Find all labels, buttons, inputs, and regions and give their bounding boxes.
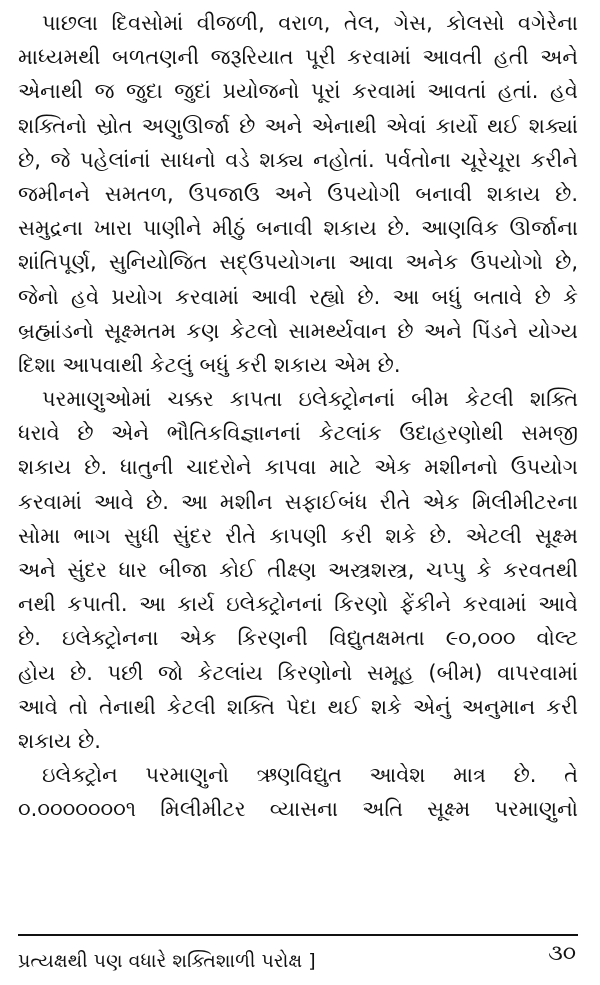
text-line: છે. ઇલેક્ટ્રોનના એક કિરણની વિદ્યુતક્ષમતા ૯૦,૦૦૦ વોલ્ટ [18, 626, 578, 651]
paragraph-1 [18, 6, 578, 382]
text-line: ઇલેક્ટ્રોન પરમાણુનો ઋણવિદ્યુત આવેશ માત્ર છે. તે [42, 763, 578, 788]
text-line: હોય છે. પછી જો કેટલાંય કિરણોનો સમૂહ (બીમ) વાપરવામાં [18, 660, 578, 685]
text-line: ૦.૦૦૦૦૦૦૦૧ મિલીમીટર વ્યાસના અતિ સૂક્ષ્મ પરમાણુનો [18, 797, 578, 822]
paragraph-3 [18, 758, 578, 826]
text-line: એનાથી જ જુદા જુદાં પ્રયોજનો પૂરાં કરવામાં આવતાં હતાં. હવે [18, 79, 578, 104]
footer-divider [18, 934, 578, 936]
text-line: સોમા ભાગ સુધી સુંદર રીતે કાપણી કરી શકે છે. એટલી સૂક્ષ્મ [18, 523, 578, 548]
page-number: ૩૦ [548, 941, 576, 966]
text-line: પરમાણુઓમાં ચક્કર કાપતા ઇલેક્ટ્રોનનાં બીમ કેટલી શક્તિ [42, 387, 578, 412]
text-line: શક્તિનો સ્રોત અણુઊર્જા છે અને એનાથી એવાં કાર્યો થઈ શક્યાં [18, 113, 578, 138]
text-line: દિશા આપવાથી કેટલું બધું કરી શકાય એમ છે. [18, 352, 401, 377]
paragraph-2 [18, 382, 578, 758]
text-line: બ્રહ્માંડનો સૂક્ષ્મતમ કણ કેટલો સામર્થ્યવાન છે અને પિંડને યોગ્ય [18, 318, 578, 343]
text-line: આવે તો તેનાથી કેટલી શક્તિ પેદા થઈ શકે એનું અનુમાન કરી [18, 694, 578, 719]
page-body-text [18, 6, 578, 827]
text-line: અને સુંદર ધાર બીજા કોઈ તીક્ષ્ણ અસ્ત્રશસ્ત્ર, ચપ્પુ કે કરવતથી [18, 558, 578, 582]
text-line: જમીનને સમતળ, ઉપજાઉ અને ઉપયોગી બનાવી શકાય છે. [18, 181, 578, 206]
text-line: પાછલા દિવસોમાં વીજળી, વરાળ, તેલ, ગેસ, કોલસો વગેરેના [42, 11, 578, 35]
text-line: શાંતિપૂર્ણ, સુનિયોજિત સદ્ઉપયોગના આવા અનેક ઉપયોગો છે, [18, 250, 578, 275]
text-line: શકાય છે. ધાતુની ચાદરોને કાપવા માટે એક મશીનનો ઉપયોગ [18, 455, 578, 480]
running-footer-title: પ્રત્યક્ષથી પણ વધારે શક્તિશાળી પરોક્ષ ] [18, 950, 316, 972]
text-line: કરવામાં આવે છે. આ મશીન સફાઈબંધ રીતે એક મિલીમીટરના [18, 489, 578, 514]
text-line: ધરાવે છે એને ભૌતિકવિજ્ઞાનનાં કેટલાંક ઉદાહરણોથી સમજી [18, 421, 578, 446]
text-line: સમુદ્રના ખારા પાણીને મીઠું બનાવી શકાય છે. આણવિક ઊર્જાના [18, 216, 578, 241]
text-line: જેનો હવે પ્રયોગ કરવામાં આવી રહ્યો છે. આ બધું બતાવે છે કે [18, 284, 578, 309]
text-line: માધ્યમથી બળતણની જરૂરિયાત પૂરી કરવામાં આવતી હતી અને [18, 45, 578, 70]
text-line: નથી કપાતી. આ કાર્ય ઇલેક્ટ્રોનનાં કિરણો ફેંકીને કરવામાં આવે [18, 592, 578, 617]
text-line: શકાય છે. [18, 728, 101, 753]
text-line: છે, જે પહેલાંનાં સાધનો વડે શક્ય નહોતાં. પર્વતોના ચૂરેચૂરા કરીને [18, 147, 578, 172]
